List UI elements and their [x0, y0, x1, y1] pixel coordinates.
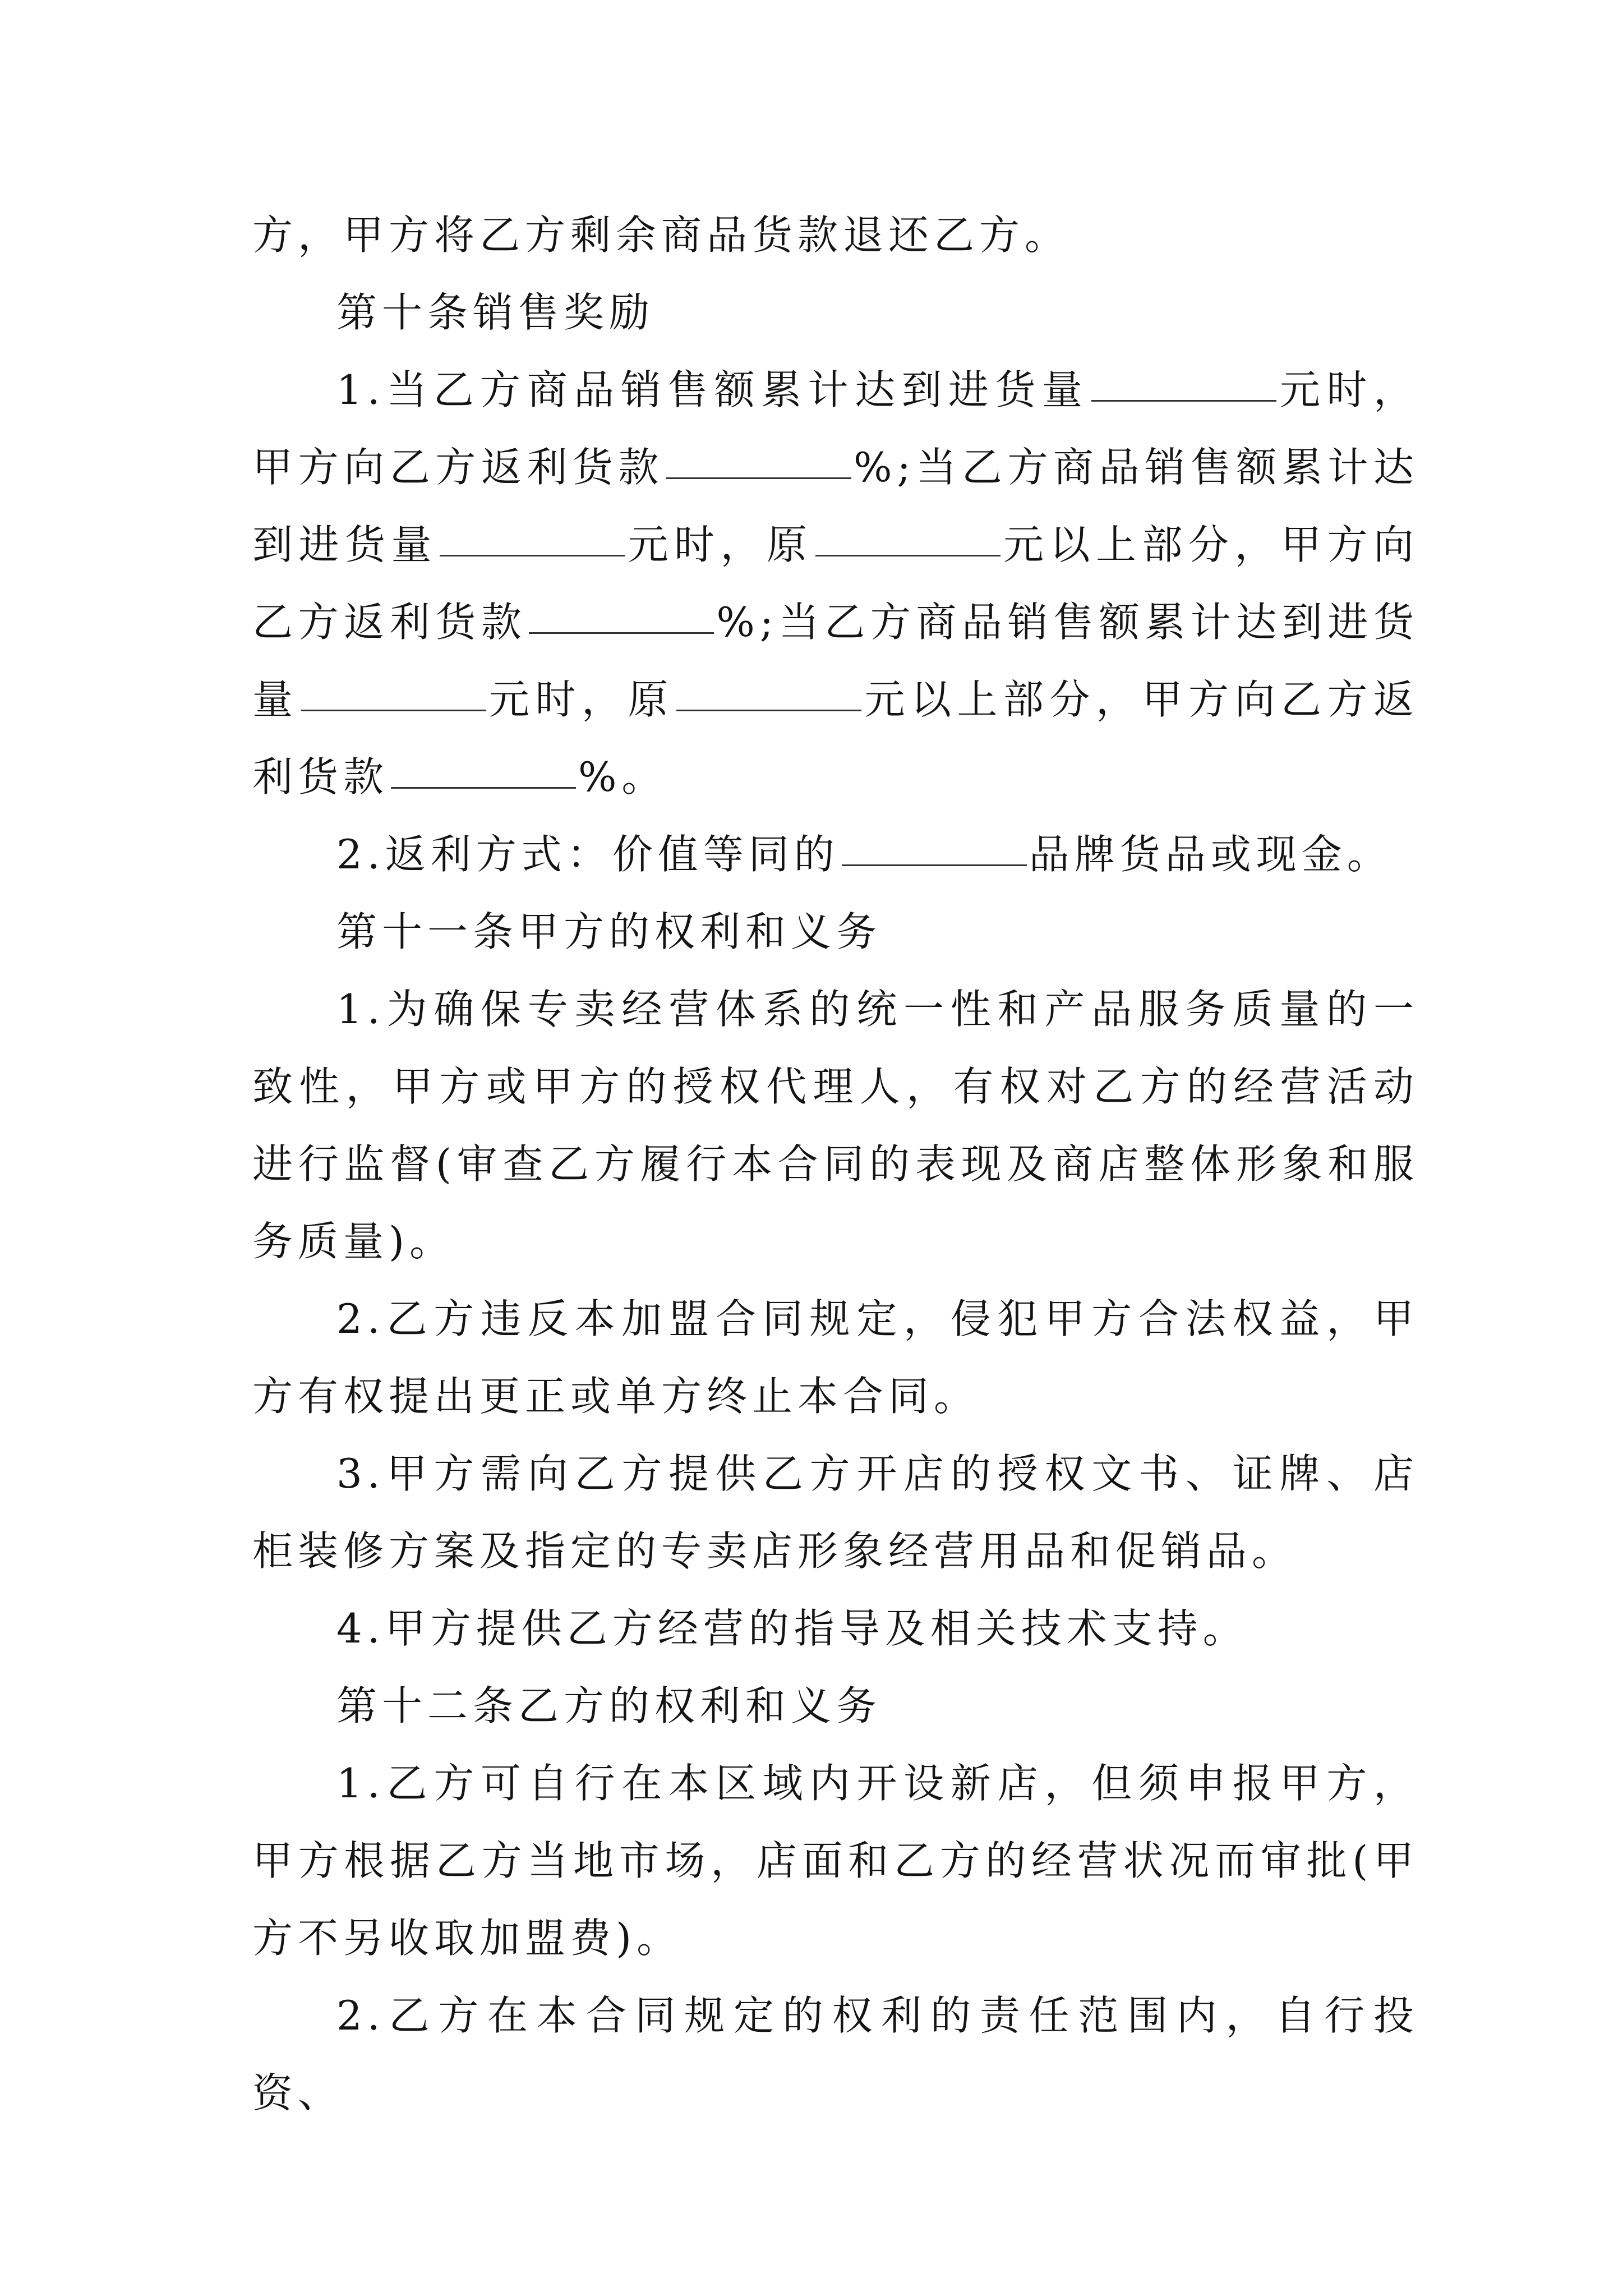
article-10-heading: [252, 274, 1419, 351]
text-run: 第十一条甲方的权利和义务: [336, 908, 882, 955]
fill-in-blank[interactable]: [666, 477, 851, 479]
text-run: 品牌货品或现金。: [1029, 831, 1393, 878]
fill-in-blank[interactable]: [301, 710, 486, 711]
fill-in-blank[interactable]: [529, 632, 714, 634]
text-run: 1.为确保专卖经营体系的统一性和产品服务质量的一致性，甲方或甲方的授权代理人，有权对乙方的经营活动进行监督(审查乙方履行本合同的表现及商店整体形象和服务质量)。: [252, 986, 1419, 1265]
fill-in-blank[interactable]: [676, 710, 861, 711]
article-11-clause-1: [252, 970, 1419, 1280]
text-run: 2.乙方违反本加盟合同规定，侵犯甲方合法权益，甲方有权提出更正或单方终止本合同。: [252, 1295, 1419, 1420]
text-run: 1.当乙方商品销售额累计达到进货量: [336, 366, 1089, 413]
text-run: 2.乙方在本合同规定的权利的责任范围内，自行投资、: [252, 1992, 1419, 2116]
article-10-clause-2: [252, 816, 1419, 893]
paragraph-refund-continuation: [252, 196, 1419, 274]
fill-in-blank[interactable]: [815, 555, 1000, 556]
text-run: %。: [578, 753, 667, 800]
article-11-clause-2: [252, 1280, 1419, 1435]
article-11-heading: [252, 893, 1419, 970]
document-body: [252, 196, 1419, 2132]
text-run: 4.甲方提供乙方经营的指导及相关技术支持。: [336, 1605, 1248, 1652]
text-run: 元时，原: [488, 676, 674, 723]
fill-in-blank[interactable]: [842, 864, 1027, 866]
fill-in-blank[interactable]: [440, 555, 625, 556]
text-run: 方，甲方将乙方剩余商品货款退还乙方。: [252, 211, 1071, 259]
article-11-clause-3: [252, 1435, 1419, 1590]
text-run: 2.返利方式：价值等同的: [336, 831, 840, 878]
text-run: 元以上部分，甲方向乙方返利货款: [252, 521, 1419, 646]
text-run: %;当乙方商品销售额累计达到进货量: [252, 599, 1419, 723]
text-run: 元时，原: [627, 521, 813, 568]
fill-in-blank[interactable]: [1091, 400, 1276, 402]
text-run: 第十条销售奖励: [336, 289, 655, 336]
text-run: 第十二条乙方的权利和义务: [336, 1682, 882, 1729]
text-run: 1.乙方可自行在本区域内开设新店，但须申报甲方，甲方根据乙方当地市场，店面和乙方的经营状况而审批(甲方不另收取加盟费)。: [252, 1760, 1419, 1962]
text-run: 3.甲方需向乙方提供乙方开店的授权文书、证牌、店柜装修方案及指定的专卖店形象经营用品和促销品。: [252, 1450, 1419, 1575]
article-12-heading: [252, 1667, 1419, 1745]
text-run: 元时，甲方向乙方返利货款: [252, 366, 1419, 491]
article-12-clause-1: [252, 1745, 1419, 1977]
fill-in-blank[interactable]: [391, 787, 576, 789]
text-run: %;当乙方商品销售额累计达到进货量: [252, 444, 1419, 568]
text-run: 元以上部分，甲方向乙方返利货款: [252, 676, 1419, 800]
article-11-clause-4: [252, 1590, 1419, 1667]
article-10-clause-1: [252, 351, 1419, 816]
article-12-clause-2: [252, 1977, 1419, 2132]
